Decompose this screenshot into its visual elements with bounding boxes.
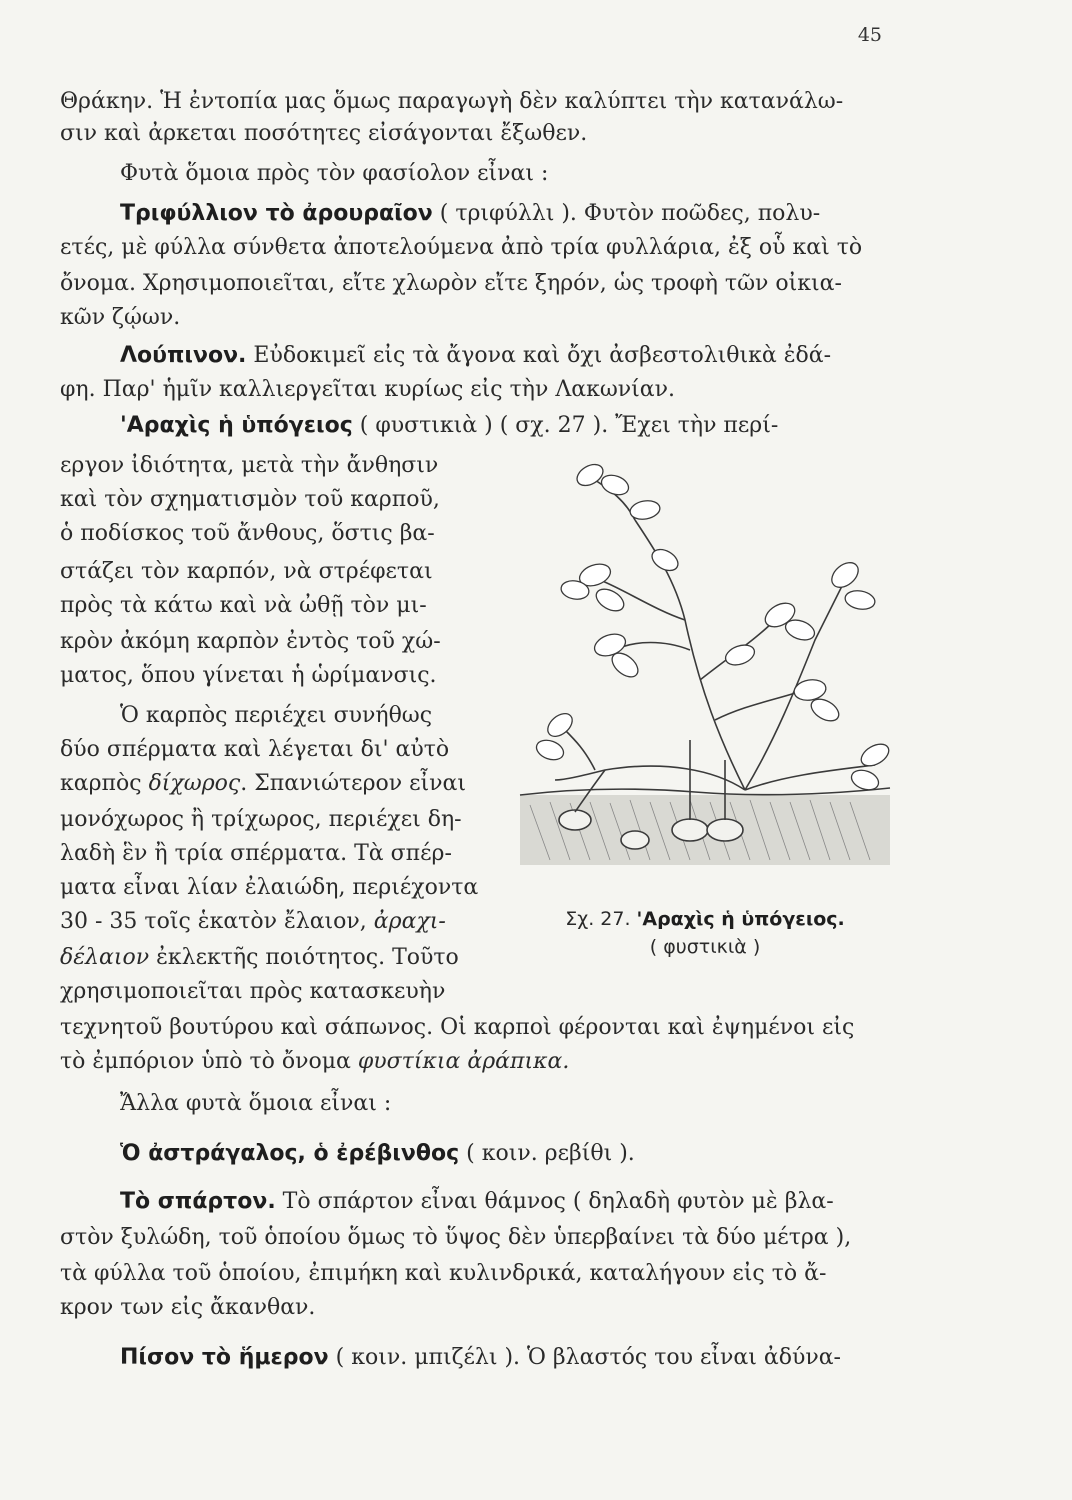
text-line: [60, 942, 500, 974]
text-line: εργον ἰδιότητα, μετὰ τὴν ἄνθησιν: [60, 453, 439, 478]
caption-label: Σχ. 27.: [565, 908, 631, 930]
figure-peanut-plant: [515, 440, 895, 870]
text-line: κρὸν ἀκόμη καρπὸν ἐντὸς τοῦ χώ-: [60, 629, 441, 654]
text-line: κρον των εἰς ἄκανθαν.: [60, 1295, 316, 1320]
text-run: ( τριφύλλι ). Φυτὸν ποῶδες, πολυ-: [432, 201, 821, 226]
text-line: τεχνητοῦ βουτύρου καὶ σάπωνος. Οἱ καρποὶ φέρονται καὶ ἐψημένοι εἰς: [60, 1015, 855, 1040]
term-arachidelaion-cont: δέλαιον: [60, 945, 150, 970]
text-line: Θράκην. Ἡ ἐντοπία μας ὅμως παραγωγὴ δὲν καλύπτει τὴν κατανάλω-: [60, 89, 844, 114]
text-line: πρὸς τὰ κάτω καὶ νὰ ὠθῇ τὸν μι-: [60, 593, 427, 618]
text-run: Εὐδοκιμεῖ εἰς τὰ ἄγονα καὶ ὄχι ἀσβεστολιθικὰ ἐδά-: [246, 343, 832, 368]
heading-pison: Πίσον τὸ ἥμερον: [120, 1345, 329, 1370]
text-line: τὰ φύλλα τοῦ ὁποίου, ἐπιμήκη καὶ κυλινδρικά, καταλήγουν εἰς τὸ ἄ-: [60, 1261, 827, 1286]
figure-caption: [510, 905, 900, 961]
text-line: Ἄλλα φυτὰ ὅμοια εἶναι :: [120, 1091, 392, 1116]
text-run: ( κοιν. ρεβίθι ).: [459, 1141, 635, 1166]
text-run: 30 - 35 τοῖς ἑκατὸν ἔλαιον,: [60, 909, 374, 934]
text-line: [120, 410, 970, 442]
text-line: [60, 906, 500, 938]
text-line: [120, 1138, 970, 1170]
text-run: . Σπανιώτερον εἶναι: [240, 771, 467, 796]
text-run: καρπὸς: [60, 771, 149, 796]
caption-sub: ( φυστικιὰ ): [649, 936, 761, 958]
text-line: ετές, μὲ φύλλα σύνθετα ἀποτελούμενα ἀπὸ τρία φυλλάρια, ἐξ οὗ καὶ τὸ: [60, 235, 863, 260]
text-line: [120, 198, 970, 230]
peanut-plant-illustration: [515, 440, 895, 870]
text-run: Τὸ σπάρτον εἶναι θάμνος ( δηλαδὴ φυτὸν μὲ βλα-: [275, 1189, 834, 1214]
text-run: ἐκλεκτῆς ποιότητος. Τοῦτο: [149, 945, 459, 970]
text-line: [120, 1342, 970, 1374]
heading-trifyllion: Τριφύλλιον τὸ ἀρουραῖον: [120, 201, 433, 226]
text-line: [60, 1046, 910, 1078]
text-line: ματα εἶναι λίαν ἐλαιώδη, περιέχοντα: [60, 875, 479, 900]
caption-title: 'Αραχὶς ἡ ὑπόγειος.: [636, 908, 845, 930]
text-line: στάζει τὸν καρπόν, νὰ στρέφεται: [60, 559, 433, 584]
text-line: λαδὴ ἓν ἢ τρία σπέρματα. Τὰ σπέρ-: [60, 841, 452, 866]
text-line: [120, 1186, 970, 1218]
heading-astragalos: Ὁ ἀστράγαλος, ὁ ἐρέβινθος: [120, 1141, 460, 1166]
text-line: κῶν ζῴων.: [60, 305, 181, 330]
term-arachidelaion: ἀραχι-: [373, 909, 446, 934]
text-line: Φυτὰ ὅμοια πρὸς τὸν φασίολον εἶναι :: [120, 161, 549, 186]
caption-line: [510, 905, 900, 933]
text-run: ( φυστικιὰ ) ( σχ. 27 ). Ἔχει τὴν περί-: [352, 413, 779, 438]
text-line: φη. Παρ' ἡμῖν καλλιεργεῖται κυρίως εἰς τὴν Λακωνίαν.: [60, 377, 675, 402]
heading-spartos: Τὸ σπάρτον.: [120, 1189, 276, 1214]
text-line: σιν καὶ ἀρκεται ποσότητες εἰσάγονται ἔξωθεν.: [60, 121, 588, 146]
text-line: μονόχωρος ἢ τρίχωρος, περιέχει δη-: [60, 807, 462, 832]
text-line: [60, 768, 500, 800]
page-number: 45: [857, 24, 882, 46]
text-line: ὄνομα. Χρησιμοποιεῖται, εἴτε χλωρὸν εἴτε ξηρόν, ὡς τροφὴ τῶν οἰκια-: [60, 271, 842, 296]
text-line: [120, 340, 970, 372]
text-run: τὸ ἐμπόριον ὑπὸ τὸ ὄνομα: [60, 1049, 358, 1074]
heading-arachis: 'Αραχὶς ἡ ὑπόγειος: [120, 413, 353, 438]
text-line: ματος, ὅπου γίνεται ἡ ὡρίμανσις.: [60, 663, 437, 688]
text-line: στὸν ξυλώδη, τοῦ ὁποίου ὅμως τὸ ὕψος δὲν ὑπερβαίνει τὰ δύο μέτρα ),: [60, 1225, 852, 1250]
text-line: Ὁ καρπὸς περιέχει συνήθως: [120, 703, 433, 728]
text-line: ὁ ποδίσκος τοῦ ἄνθους, ὅστις βα-: [60, 521, 435, 546]
term-dichoros: δίχωρος: [148, 771, 241, 796]
text-line: καὶ τὸν σχηματισμὸν τοῦ καρποῦ,: [60, 487, 440, 512]
text-run: ( κοιν. μπιζέλι ). Ὁ βλαστός του εἶναι ἀδύνα-: [328, 1345, 841, 1370]
term-fystikia-arapika: φυστίκια ἀράπικα.: [357, 1049, 570, 1074]
text-line: χρησιμοποιεῖται πρὸς κατασκευὴν: [60, 979, 446, 1004]
text-line: δύο σπέρματα καὶ λέγεται δι' αὐτὸ: [60, 737, 450, 762]
heading-loupinon: Λούπινον.: [120, 343, 247, 368]
